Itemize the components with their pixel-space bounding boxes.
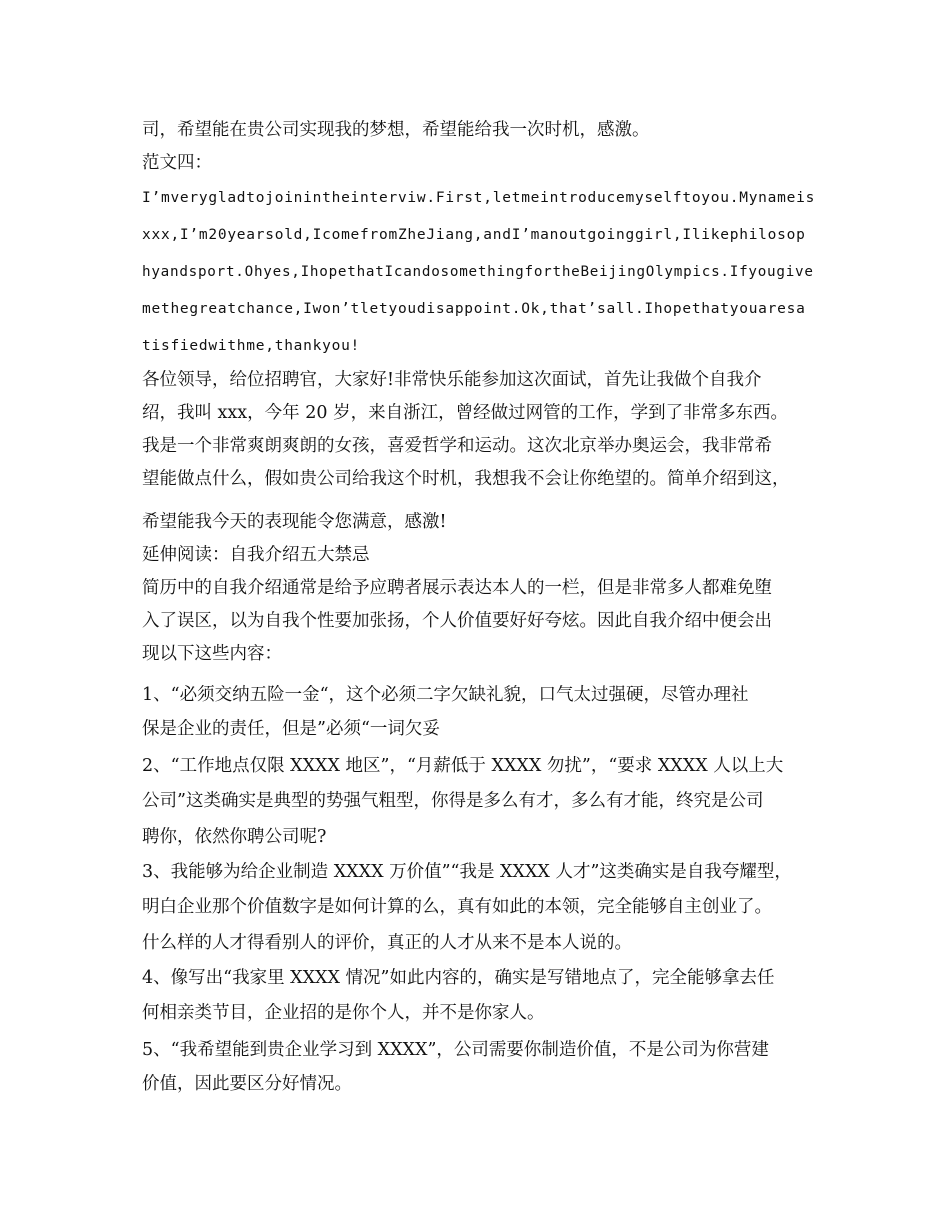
text-line-1: 司，希望能在贵公司实现我的梦想，希望能给我一次时机，感激。 [142, 120, 650, 140]
list-item-5-line-1: 5、“我希望能到贵企业学习到 XXXX”，公司需要你制造价值，不是公司为你营建 [142, 1040, 769, 1060]
paragraph-line-2: 入了误区，以为自我个性要加张扬，个人价值要好好夸炫。因此自我介绍中便会出 [142, 611, 772, 631]
english-line-1: I’mverygladtojoinintheinterviw.First,letmeintroducemyselftoyou.Mynameis [142, 190, 816, 206]
section-heading-sample-four: 范文四： [142, 153, 212, 173]
chinese-intro-line-3: 我是一个非常爽朗爽朗的女孩，喜爱哲学和运动。这次北京举办奥运会，我非常希 [142, 436, 772, 456]
english-line-5: tisfiedwithme,thankyou! [142, 338, 361, 354]
paragraph-line-3: 现以下这些内容： [142, 644, 282, 664]
list-item-3-line-2: 明白企业那个价值数字是如何计算的么，真有如此的本领，完全能够自主创业了。 [142, 897, 772, 917]
list-item-2-line-3: 聘你，依然你聘公司呢? [142, 827, 327, 847]
list-item-4-line-1: 4、像写出“我家里 XXXX 情况”如此内容的，确实是写错地点了，完全能够拿去任 [142, 968, 775, 988]
list-item-5-line-2: 价值，因此要区分好情况。 [142, 1074, 352, 1094]
english-line-4: methegreatchance,Iwon’tletyoudisappoint.Ok,that’sall.Ihopethatyouaresa [142, 301, 806, 317]
chinese-intro-line-2: 绍，我叫 xxx，今年 20 岁，来自浙江，曾经做过网管的工作，学到了非常多东西。 [142, 403, 789, 423]
list-item-1-line-1: 1、“必须交纳五险一金“，这个必须二字欠缺礼貌，口气太过强硬，尽管办理社 [142, 685, 749, 705]
list-item-4-line-2: 何相亲类节目，企业招的是你个人，并不是你家人。 [142, 1003, 545, 1023]
list-item-2-line-1: 2、“工作地点仅限 XXXX 地区”，“月薪低于 XXXX 勿扰”，“要求 XXXX 人以上大 [142, 756, 784, 776]
list-item-3-line-3: 什么样的人才得看别人的评价，真正的人才从来不是本人说的。 [142, 933, 632, 953]
paragraph-line-1: 简历中的自我介绍通常是给予应聘者展示表达本人的一栏，但是非常多人都难免堕 [142, 578, 772, 598]
english-line-2: xxx,I’m20yearsold,IcomefromZheJiang,andI’manoutgoinggirl,Ilikephilosop [142, 227, 806, 243]
list-item-1-line-2: 保是企业的责任，但是”必须“一词欠妥 [142, 719, 440, 739]
list-item-2-line-2: 公司”这类确实是典型的势强气粗型，你得是多么有才，多么有才能，终究是公司 [142, 791, 764, 811]
english-line-3: hyandsport.Ohyes,IhopethatIcandosomethingfortheBeijingOlympics.Ifyougive [142, 264, 814, 280]
list-item-3-line-1: 3、我能够为给企业制造 XXXX 万价值”“我是 XXXX 人才”这类确实是自我夸耀型， [142, 862, 792, 882]
chinese-intro-line-1: 各位领导，给位招聘官，大家好!非常快乐能参加这次面试，首先让我做个自我介 [142, 370, 762, 390]
chinese-intro-line-5: 希望能我今天的表现能令您满意，感激! [142, 512, 447, 532]
section-heading-extended-reading: 延伸阅读：自我介绍五大禁忌 [142, 545, 370, 565]
chinese-intro-line-4: 望能做点什么，假如贵公司给我这个时机，我想我不会让你绝望的。简单介绍到这， [142, 469, 790, 489]
